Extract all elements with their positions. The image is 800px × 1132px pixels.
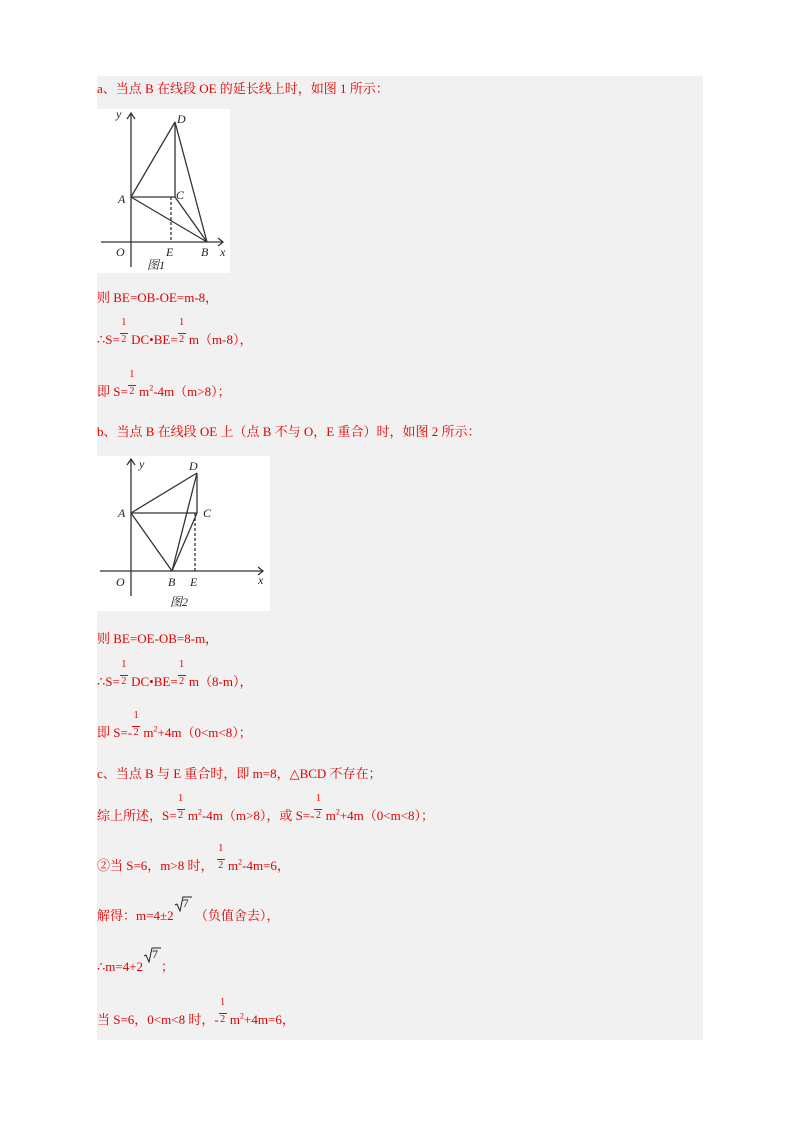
figure-1-diagram [97, 109, 230, 273]
label-y: y [116, 109, 122, 121]
fraction-half [177, 793, 185, 824]
text: ∴S= [97, 674, 120, 689]
text: m [228, 858, 239, 873]
label-o: O [116, 245, 125, 259]
fraction-denominator: 2 [133, 727, 139, 738]
text: ∴m=4+2 [97, 959, 144, 974]
text: m [325, 808, 336, 823]
fraction-half [128, 369, 136, 400]
fraction-numerator: 1 [179, 659, 185, 670]
text: ②当 S=6，m>8 时， [97, 858, 214, 873]
fraction-numerator: 1 [218, 843, 224, 854]
exponent: 2 [238, 857, 243, 867]
case-b-heading: b、当点 B 在线段 OE 上（点 B 不与 O，E 重合）时，如图 2 所示： [97, 424, 481, 439]
fraction-numerator: 1 [178, 793, 184, 804]
label-o: O [116, 575, 125, 589]
label-y: y [139, 457, 145, 471]
label-c: C [176, 188, 185, 202]
sqrt-seven [174, 896, 192, 924]
text: 解得：m=4±2 [97, 908, 174, 923]
fraction-numerator: 1 [121, 317, 127, 328]
label-b: B [168, 575, 176, 589]
fraction-half [314, 793, 322, 824]
label-x: x [220, 245, 226, 259]
text: m [187, 808, 198, 823]
text: m（8-m）， [188, 674, 253, 689]
exponent: 2 [240, 1011, 245, 1021]
label-d: D [189, 459, 198, 473]
segment-ab [131, 513, 172, 571]
fraction-half [178, 317, 186, 348]
text: ∴S= [97, 332, 120, 347]
fraction-half [219, 997, 227, 1028]
text: +4m（0<m<8）； [339, 808, 435, 823]
case-b-result [97, 710, 252, 741]
fraction-numerator: 1 [220, 997, 226, 1008]
conclusion-line [97, 947, 175, 975]
fraction-half [120, 317, 128, 348]
label-a: A [118, 192, 126, 206]
text: 即 S= [97, 384, 128, 399]
case-b-area [97, 659, 253, 690]
text: 即 S=- [97, 725, 133, 740]
label-x: x [258, 573, 264, 587]
solution-line [97, 896, 280, 924]
fraction-numerator: 1 [133, 710, 139, 721]
text: 当 S=6，0<m<8 时，- [97, 1012, 219, 1027]
exponent: 2 [335, 807, 340, 817]
text: -4m=6， [242, 858, 290, 873]
text: -4m（m>8）； [153, 384, 231, 399]
fraction-numerator: 1 [121, 659, 127, 670]
fraction-half [217, 843, 225, 874]
solve-case-1 [97, 843, 290, 874]
segment-db [175, 122, 207, 242]
radicand: 7 [152, 947, 159, 961]
fraction-denominator: 2 [220, 1014, 226, 1025]
case-a-heading: a、当点 B 在线段 OE 的延长线上时，如图 1 所示： [97, 81, 389, 96]
label-c: C [203, 506, 212, 520]
fraction-half [132, 710, 140, 741]
fraction-numerator: 1 [179, 317, 185, 328]
fraction-numerator: 1 [315, 793, 321, 804]
text: m [143, 725, 154, 740]
segment-ad [131, 122, 175, 197]
label-b: B [201, 245, 209, 259]
case-a-be: 则 BE=OB-OE=m-8， [97, 290, 219, 305]
fraction-denominator: 2 [179, 334, 185, 345]
segment-ad [131, 473, 197, 513]
fraction-denominator: 2 [121, 676, 127, 687]
text: DC•BE= [131, 674, 178, 689]
fraction-denominator: 2 [179, 676, 185, 687]
fraction-denominator: 2 [129, 386, 135, 397]
fraction-half [120, 659, 128, 690]
text: +4m=6， [244, 1012, 295, 1027]
text: m [139, 384, 150, 399]
fraction-half [178, 659, 186, 690]
fraction-denominator: 2 [315, 810, 321, 821]
text: （负值舍去）， [194, 908, 280, 923]
case-a-result [97, 369, 231, 400]
text: ； [161, 959, 175, 974]
label-d: D [177, 112, 186, 126]
fraction-denominator: 2 [218, 860, 224, 871]
label-e: E [166, 245, 174, 259]
figure-2-caption: 图2 [170, 595, 189, 609]
exponent: 2 [197, 807, 202, 817]
case-c: c、当点 B 与 E 重合时，即 m=8，△BCD 不存在； [97, 766, 382, 781]
summary [97, 793, 435, 824]
exponent: 2 [153, 724, 158, 734]
text: -4m（m>8），或 S=- [201, 808, 315, 823]
text: m（m-8）， [188, 332, 253, 347]
figure-1 [97, 109, 230, 273]
text: +4m（0<m<8）； [157, 725, 252, 740]
text: 综上所述，S= [97, 808, 177, 823]
label-e: E [190, 575, 198, 589]
figure-2 [97, 456, 270, 611]
radicand: 7 [182, 896, 189, 910]
figure-1-caption: 图1 [147, 258, 166, 272]
text: DC•BE= [131, 332, 178, 347]
case-a-area [97, 317, 253, 348]
fraction-denominator: 2 [121, 334, 127, 345]
fraction-denominator: 2 [178, 810, 184, 821]
solve-case-2 [97, 997, 295, 1028]
exponent: 2 [149, 383, 154, 393]
figure-2-diagram [97, 456, 270, 611]
case-b-be: 则 BE=OE-OB=8-m， [97, 631, 219, 646]
segment-ab [131, 197, 207, 242]
segment-cb [175, 197, 207, 242]
sqrt-seven [143, 947, 161, 975]
fraction-numerator: 1 [129, 369, 135, 380]
text: m [229, 1012, 241, 1027]
label-a: A [118, 506, 126, 520]
